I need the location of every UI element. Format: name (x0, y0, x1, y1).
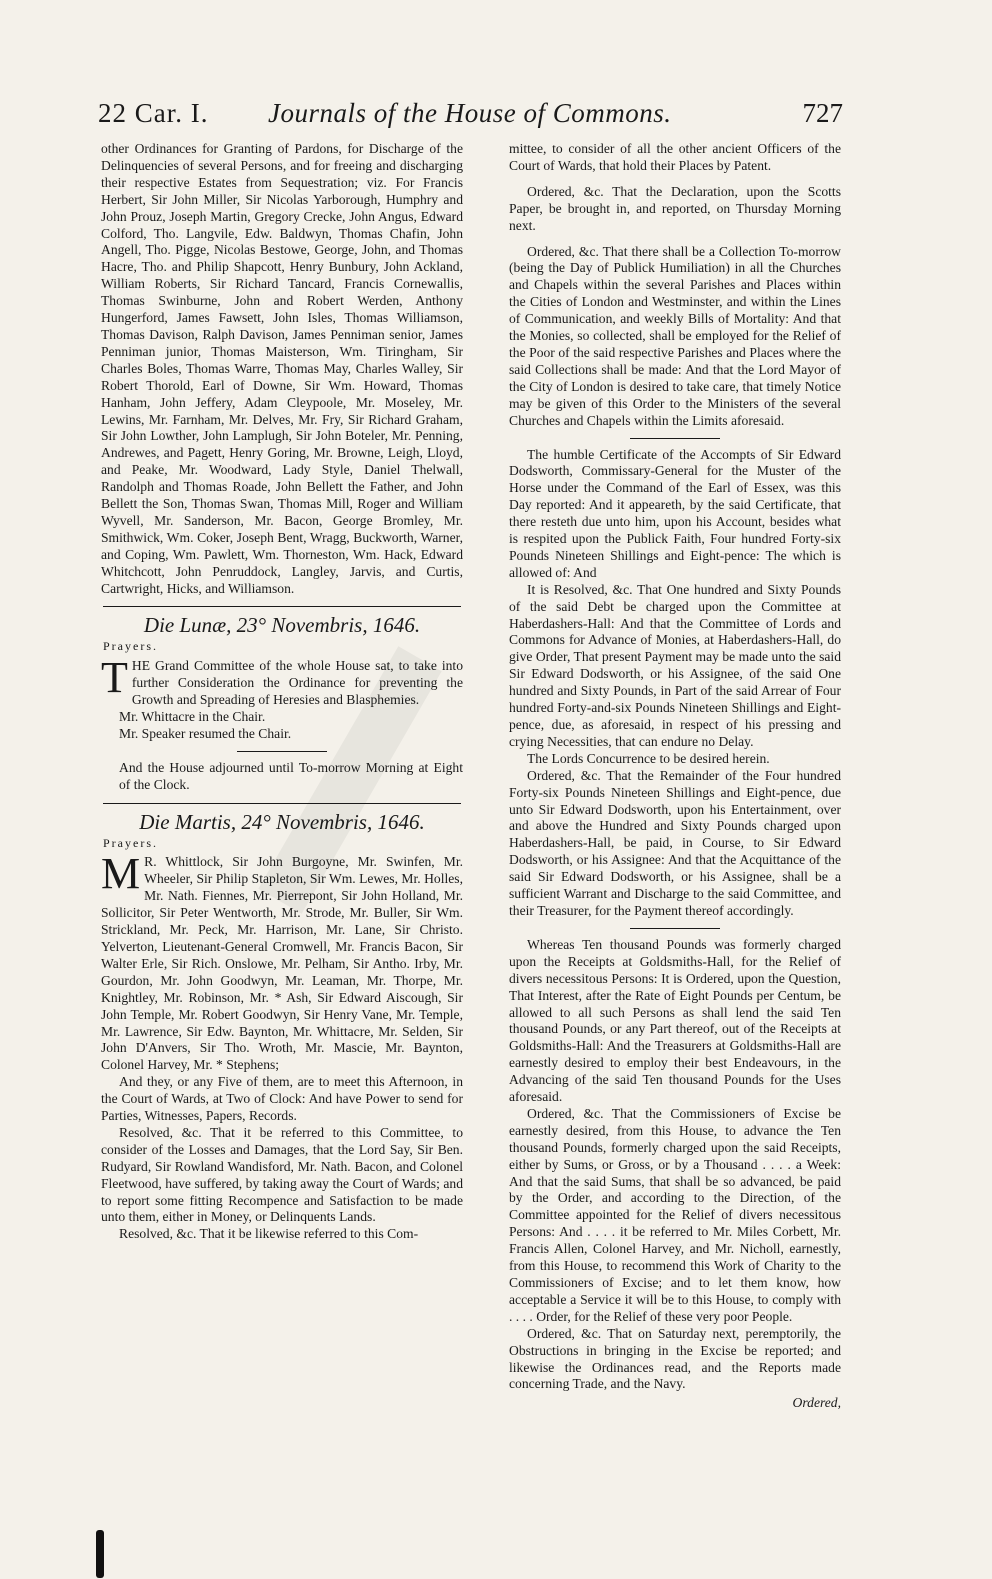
binding-mark (96, 1530, 104, 1578)
pardons-names-paragraph: other Ordinances for Granting of Pardons, for Discharge of the Delinquencies of several Persons, and for freeing and discharging their respective Estates from Sequestration; viz. For Francis Herbert, Sir John Miller, Sir Nicolas Yarborough, Humphry and John Prouz, Joseph Martin, Gregory Crecke, John Angus, Edward Colford, Tho. Langvile, Edw. Baldwyn, Thomas Chafin, John Angell, Tho. Pigge, Nicolas Bestowe, George, John, and Thomas Hacre, Tho. and Philip Shapcott, Henry Bunbury, John Ackland, William Roberts, Sir Richard Tancard, Francis Cornewallis, Thomas Swinburne, John and Robert Werden, Anthony Hungerford, James Fawsett, John Isles, Thomas Williamson, Thomas Davison, Ralph Davison, James Penniman senior, James Penniman junior, Thomas Maisterson, Wm. Tiringham, Sir Charles Boles, Thomas Warre, Thomas May, Charles Walley, Sir Robert Thorold, Earl of Downe, Sir Wm. Howard, Thomas Hanham, John Jeffery, Adam Cleypoole, Mr. Moseley, Mr. Lewins, Mr. Farnham, Mr. Delves, Mr. Fry, Sir Richard Graham, Sir John Lowther, John Lamplugh, Sir John Boteler, Mr. Penning, Andrewes, and Pagett, Henry Goring, Mr. Browne, Leigh, Lloyd, and Peake, Mr. Woodward, Lady Style, Daniel Thelwall, Randolph and Thomas Roade, John Bellett the Father, and John Bellett the Son, Thomas Swan, Thomas Mill, Roger and William Wyvell, Mr. Sanderson, Mr. Bacon, George Bromley, Mr. Smithwick, Wm. Coker, Joseph Bent, Wragg, Buckworth, Warner, and Coping, Wm. Pawlett, Wm. Thorneston, Wm. Hack, Edward Whitchcott, John Penruddock, Langley, Jarvis, and Curtis, Cartwright, Hicks, and Williamson. (101, 141, 463, 596)
speaker-line: Mr. Speaker resumed the Chair. (119, 725, 292, 741)
resolved-debt-paragraph: It is Resolved, &c. That One hundred and Sixty Pounds of the said Debt be charged upon the Committee at Haberdashers-Hall: And that the Committee of Lords and Commons for Advance of Monies, at Haberdashers-Hall, do give Order, That present Payment may be made unto the said Sir Edward Dodsworth, or his Assignee, of the said One hundred and Sixty Pounds, in Part of the said Arrear of Four hundred Forty-and-six Pounds Nineteen Shillings and Eight-pence, due, as aforesaid, in respect of his pressing and crying Necessities, that can endure no Delay. (509, 581, 841, 749)
scotts-paper-paragraph: Ordered, &c. That the Declaration, upon the Scotts Paper, be brought in, and reported, on Thursday Morning next. (509, 183, 841, 233)
resolved-referred-paragraph: Resolved, &c. That it be likewise referred to this Com- (119, 1226, 419, 1242)
meeting-paragraph: And they, or any Five of them, are to meet this Afternoon, in the Court of Wards, at Two of Clock: And have Power to send for Parties, Witnesses, Papers, Records. (101, 1074, 463, 1124)
right-column (509, 141, 841, 1412)
certificate-paragraph: The humble Certificate of the Accompts of Sir Edward Dodsworth, Commissary-General for the Muster of the Horse under the Command of the Earl of Essex, was this Day reported: And it appeareth, by the said Certificate, that there resteth due unto him, upon his Account, besides what is respited upon the Publick Faith, Four hundred Forty-six Pounds Nineteen Shillings and Eight-pence: The which is allowed of: And (509, 446, 841, 580)
page-number: 727 (802, 98, 843, 128)
drop-cap: M (101, 849, 141, 899)
section-rule (103, 803, 461, 804)
short-rule (630, 438, 720, 439)
page-header (98, 98, 843, 136)
section-rule (103, 606, 461, 607)
lords-concurrence-line: The Lords Concurrence to be desired herein. (527, 750, 770, 766)
grand-committee-paragraph (101, 653, 463, 709)
catchword: Ordered, (792, 1395, 841, 1411)
members-paragraph (101, 849, 463, 1074)
continuation-paragraph: mittee, to consider of all the other ancient Officers of the Court of Wards, that hold their Places by Patent. (509, 141, 841, 173)
journal-title: Journals of the House of Commons. (268, 98, 672, 128)
excise-paragraph: Ordered, &c. That the Commissioners of Excise be earnestly desired, from this House, to advance the Ten thousand Pounds, formerly charged upon the said Receipts, either by Sums, or Gross, or by a Thousand . . . . a Week: And that the said Sums, that shall be so advanced, be paid by the Order, and according to the Direction, of the Committee appointed for the Relief of divers necessitous Persons: And . . . . it be referred to Mr. Miles Corbett, Mr. Francis Allen, Colonel Harvey, and Mr. Nicholl, earnestly, from this House, to recommend this Work of Charity to the Commissioners of Excise; and to let them know, how acceptable a Service it will be to this House, to comply with . . . . Order, for the Relief of these very poor People. (509, 1105, 841, 1324)
goldsmiths-paragraph: Whereas Ten thousand Pounds was formerly charged upon the Receipts at Goldsmiths-Hall, for the Relief of divers necessitous Persons: It is Ordered, upon the Question, That Interest, after the Rate of Eight Pounds per Centum, be allowed to all such Persons as shall lend the said Ten thousand Pounds, or any Part thereof, out of the Receipts at Goldsmiths-Hall: And the Treasurers at Goldsmiths-Hall are earnestly desired to employ their best Endeavours, in the Advancing of the said Ten thousand Pounds for the Uses aforesaid. (509, 936, 841, 1105)
short-rule (237, 751, 327, 752)
adjourn-line: And the House adjourned until To-morrow Morning at Eight of the Clock. (119, 759, 463, 792)
left-column (101, 141, 463, 1243)
collection-paragraph: Ordered, &c. That there shall be a Collection To-morrow (being the Day of Publick Humiliation) in all the Churches and Chapels within the several Parishes and Places within the Cities of London and Westminster, and within the Lines of Communication, and weekly Bills of Mortality: And that the Monies, so collected, shall be employed for the Relief of the Poor of the said respective Parishes and Places where the said Collections shall be made: And that the Lord Mayor of the City of London is desired to take care, that timely Notice may be given of this Order to the Ministers of the several Churches and Chapels within the Limits aforesaid. (509, 243, 841, 428)
remainder-paragraph: Ordered, &c. That the Remainder of the Four hundred Forty-six Pounds Nineteen Shillings and Eight-pence, due unto Sir Edward Dodsworth, upon his Entertainment, over and above the Hundred and Sixty Pounds charged upon Haberdashers-Hall, be paid, in Course, to Sir Edward Dodsworth, or his Assignee: And that the Acquittance of the said Sir Edward Dodsworth, or his Assignee, shall be a sufficient Warrant and Discharge to the said Committee, and their Treasurer, for the Payment thereof accordingly. (509, 767, 841, 918)
regnal-year: 22 Car. I. (98, 98, 209, 128)
day-heading-monday: Die Lunæ, 23° Novembris, 1646. (143, 613, 421, 638)
drop-cap: T (101, 653, 128, 703)
prayers-label: Prayers. (103, 639, 158, 654)
obstructions-paragraph: Ordered, &c. That on Saturday next, peremptorily, the Obstructions in bringing in the Excise be reported; and likewise the Ordinances read, and the Reports made concerning Trade, and the Navy. (509, 1325, 841, 1392)
short-rule (630, 928, 720, 929)
day-heading-tuesday: Die Martis, 24° Novembris, 1646. (139, 809, 425, 834)
prayers-label: Prayers. (103, 835, 158, 850)
chair-line: Mr. Whittacre in the Chair. (119, 709, 266, 724)
resolved-losses-paragraph: Resolved, &c. That it be referred to this Committee, to consider of the Losses and Damages, that the Lord Say, Sir Ben. Rudyard, Sir Rowland Wandisford, Mr. Nath. Bacon, and Colonel Fleetwood, have suffered, by taking away the Court of Wards; and to report some fitting Recompence and Satisfaction to be made unto them, either in Money, or Delinquents Lands. (101, 1124, 463, 1225)
grand-committee-text: HE Grand Committee of the whole House sat, to take into further Consideration the Ordinance for preventing the Growth and Spreading of Heresies and Blasphemies. (131, 658, 463, 708)
members-text: R. Whittlock, Sir John Burgoyne, Mr. Swinfen, Mr. Wheeler, Sir Philip Stapleton, Sir Wm. Lewes, Mr. Holles, Mr. Nath. Fiennes, Mr. Pierrepont, Sir John Holland, Mr. Sollicitor, Sir Peter Wentworth, Mr. Strode, Mr. Buller, Sir Wm. Strickland, Mr. Peck, Mr. Harrison, Mr. Lane, Sir Christo. Yelverton, Lieutenant-General Cromwell, Mr. Francis Bacon, Sir Walter Erle, Sir Rich. Onslowe, Mr. Pelham, Sir Antho. Irby, Mr. Gourdon, Mr. John Goodwyn, Mr. Leaman, Mr. Thorpe, Mr. Knightley, Mr. Robinson, Mr. * Ash, Sir Edward Aiscough, Sir John Temple, Mr. Robert Goodwyn, Sir Henry Vane, Mr. Temple, Mr. Lawrence, Sir Edw. Baynton, Mr. Whittacre, Mr. Selden, Sir John D'Anvers, Sir Tho. Wroth, Mr. Mascie, Mr. Baynton, Colonel Harvey, Mr. * Stephens; (101, 854, 463, 1073)
